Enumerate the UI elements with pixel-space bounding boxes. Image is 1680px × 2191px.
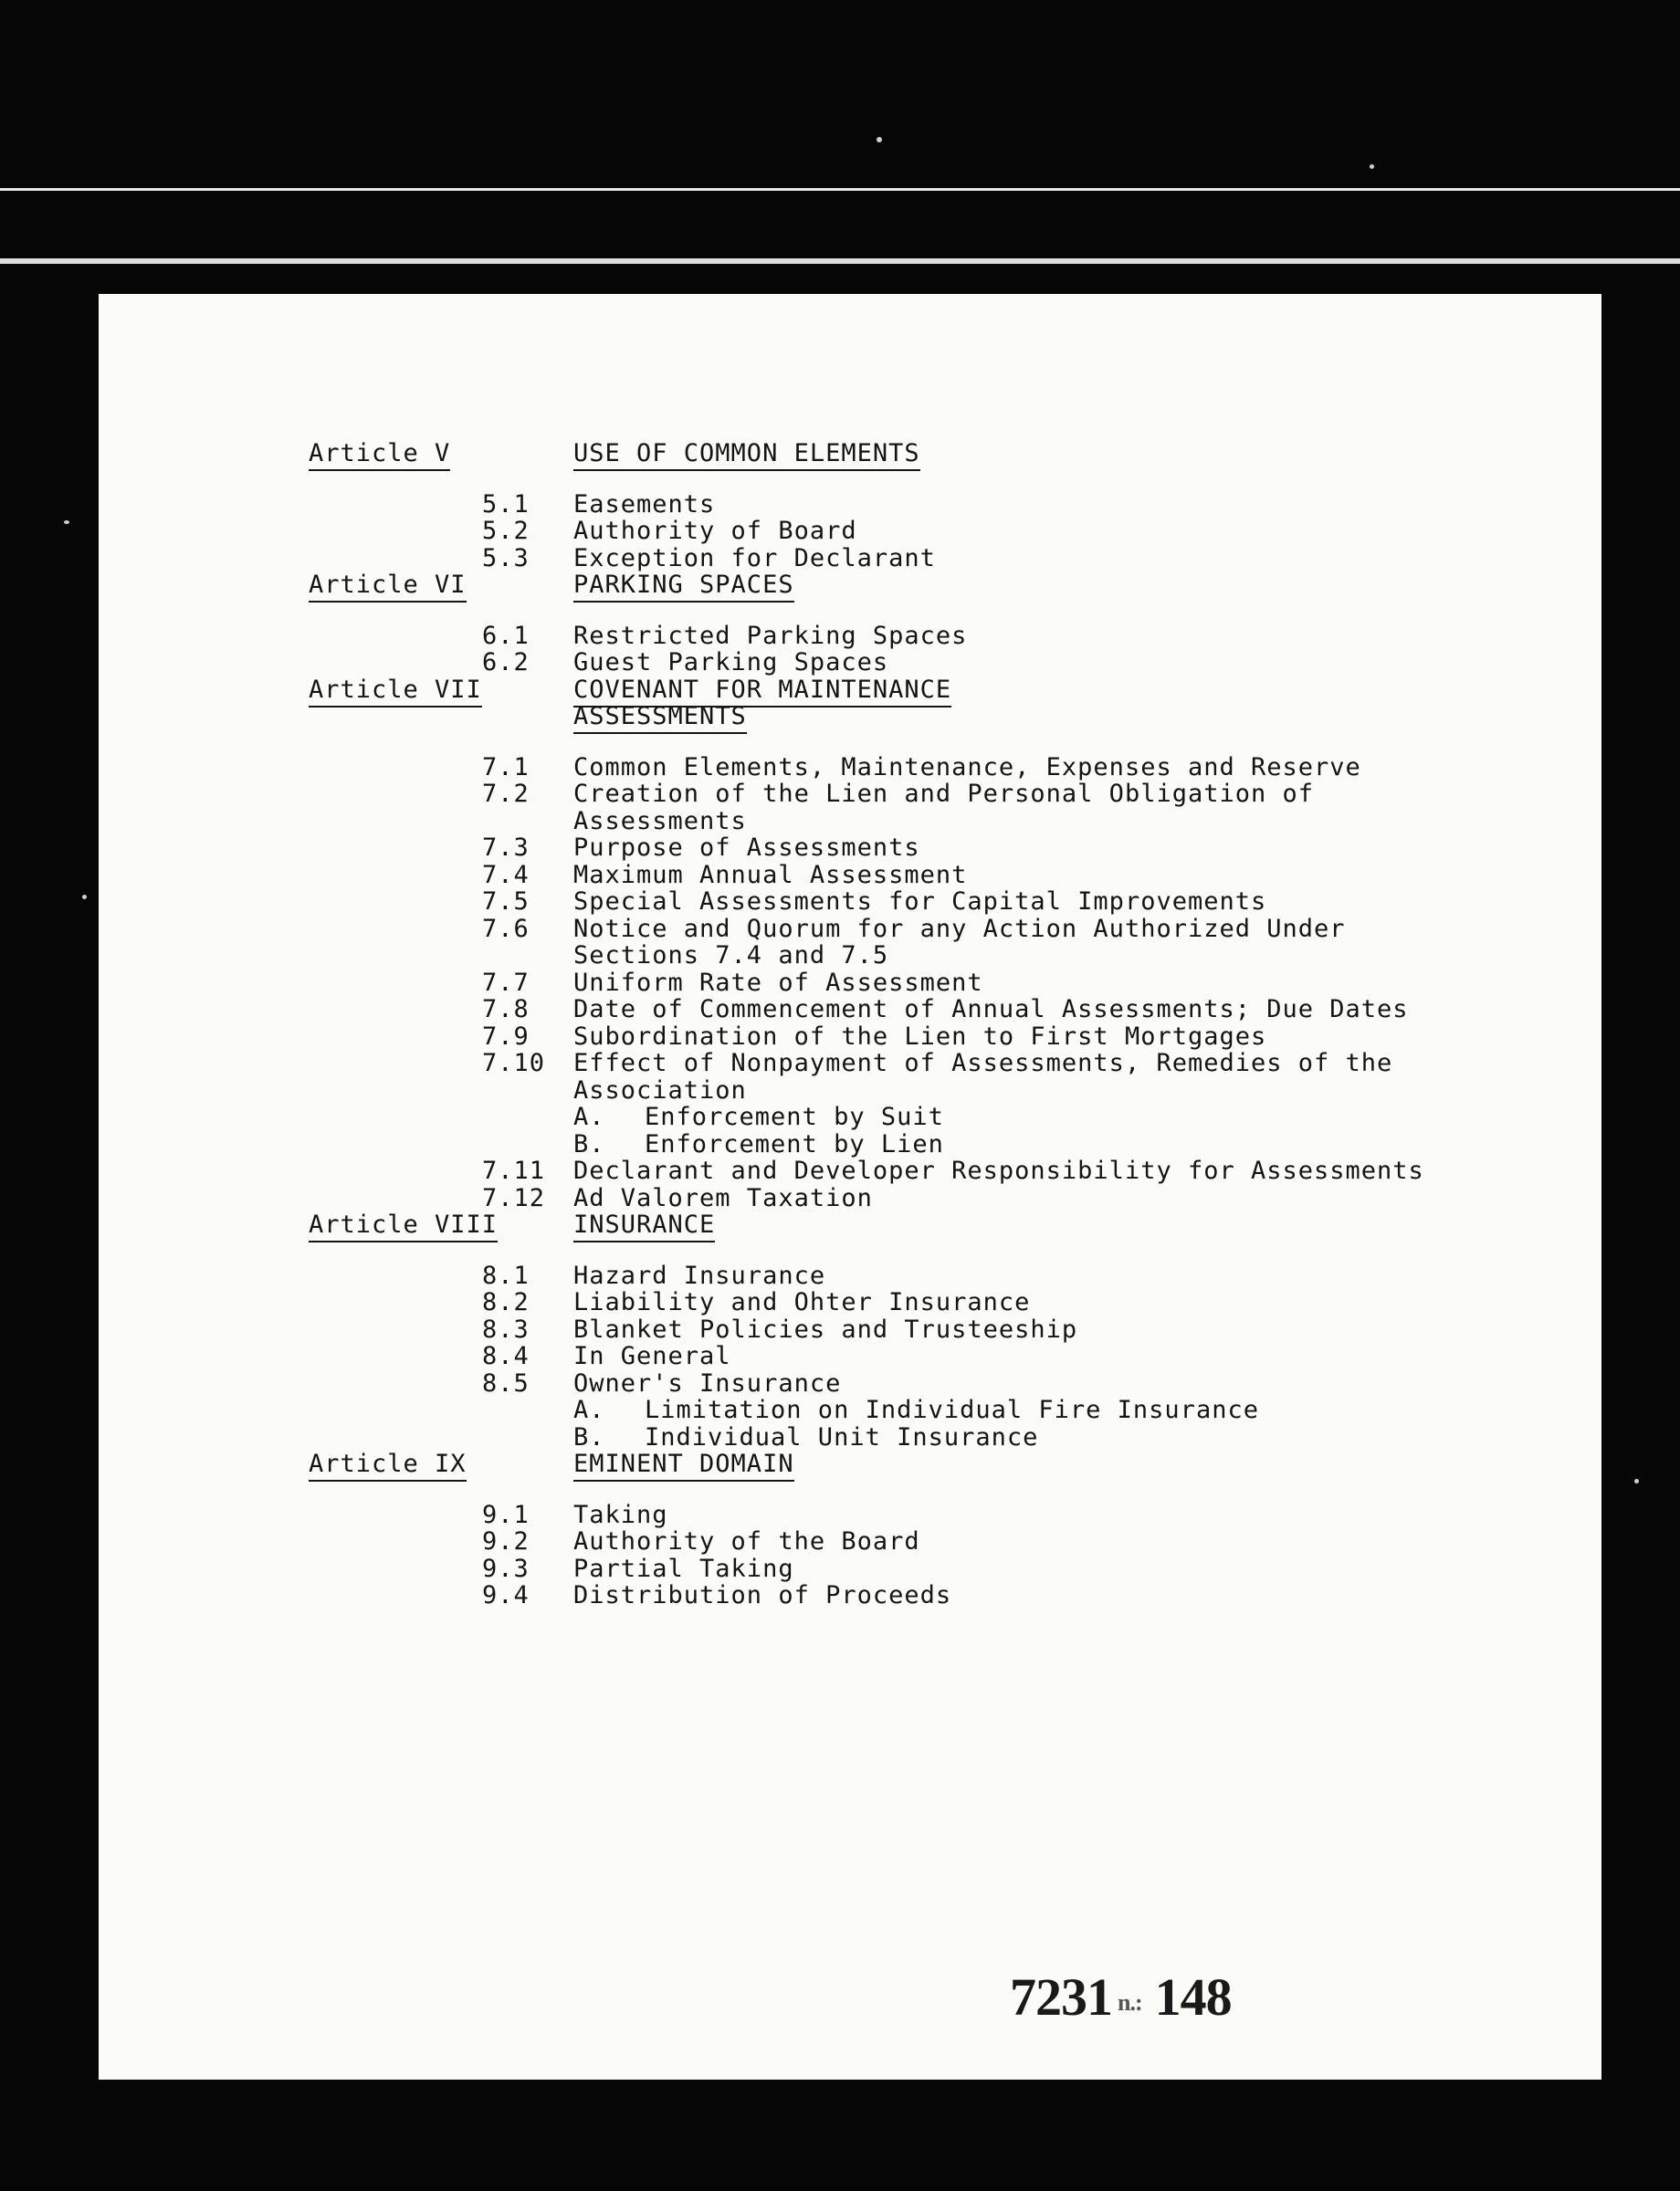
section-title: Special Assessments for Capital Improvements: [573, 887, 1267, 916]
subsection-letter: B.: [573, 1422, 605, 1452]
section-number: 8.1: [482, 1261, 530, 1290]
section-entry: [309, 970, 1532, 997]
article-block: [309, 1451, 1532, 1609]
section-number: 8.2: [482, 1288, 530, 1316]
subsection-entry: [309, 1424, 1532, 1452]
scan-speck: [82, 895, 87, 899]
section-title: Owner's Insurance: [573, 1368, 842, 1398]
article-title: [573, 676, 1030, 730]
section-title: Creation of the Lien and Personal Obligation of Assessments: [573, 780, 1315, 835]
section-title: Subordination of the Lien to First Mortgages: [573, 1022, 1267, 1051]
section-number: 8.4: [482, 1342, 530, 1370]
section-title: Notice and Quorum for any Action Authorized Under Sections 7.4 and 7.5: [573, 914, 1346, 970]
section-number: 7.10: [482, 1049, 546, 1077]
section-title: In General: [573, 1342, 731, 1370]
section-number: 9.2: [482, 1527, 530, 1556]
subsection-entry: [309, 1131, 1532, 1158]
scan-streak: [0, 188, 1680, 191]
subsection-entry: [309, 1397, 1532, 1424]
section-number: 5.3: [482, 543, 530, 572]
section-entry: [309, 834, 1532, 862]
section-entry: [309, 1316, 1532, 1344]
article-title-text: COVENANT FOR MAINTENANCE ASSESSMENTS: [573, 676, 951, 735]
section-number: 7.5: [482, 887, 530, 916]
stamp-number: 7231: [1010, 1967, 1112, 2027]
section-number: 7.11: [482, 1157, 546, 1185]
section-number: 5.2: [482, 517, 530, 545]
section-entry: [309, 1050, 1532, 1104]
section-entry: [309, 545, 1532, 572]
article-heading: [309, 1451, 1532, 1478]
article-block: [309, 571, 1532, 676]
section-title: Taking: [573, 1500, 668, 1529]
subsection-title: Enforcement by Lien: [645, 1129, 944, 1158]
article-heading: [309, 676, 1532, 730]
article-label: [309, 571, 573, 599]
article-block: [309, 676, 1532, 1212]
section-title: Uniform Rate of Assessment: [573, 968, 983, 997]
section-entry: [309, 1023, 1532, 1051]
article-label-text: Article VI: [309, 571, 467, 603]
article-label: [309, 676, 573, 704]
article-heading: [309, 1211, 1532, 1239]
article-title-text: INSURANCE: [573, 1211, 715, 1242]
section-entry: [309, 916, 1532, 970]
section-number: 7.7: [482, 968, 530, 997]
article-title: [573, 440, 1030, 467]
scan-speck: [877, 137, 882, 142]
section-entry: [309, 491, 1532, 519]
section-entry: [309, 1370, 1532, 1398]
section-entry: [309, 1343, 1532, 1370]
section-title: Liability and Ohter Insurance: [573, 1288, 1031, 1316]
section-entry: [309, 1502, 1532, 1529]
page-stamp: [1010, 1966, 1232, 2028]
article-label: [309, 1211, 573, 1239]
scan-streak: [0, 258, 1680, 264]
section-title: Hazard Insurance: [573, 1261, 826, 1290]
section-list: [309, 491, 1532, 572]
subsection-letter: A.: [573, 1396, 605, 1424]
scan-speck: [1370, 164, 1374, 169]
article-title-text: USE OF COMMON ELEMENTS: [573, 439, 920, 471]
article-title: [573, 1211, 1030, 1239]
subsection-title: Limitation on Individual Fire Insurance: [645, 1396, 1259, 1424]
section-number: 9.1: [482, 1500, 530, 1529]
subsection-title: Enforcement by Suit: [645, 1103, 944, 1131]
section-list: [309, 623, 1532, 676]
section-entry: [309, 1185, 1532, 1212]
scan-speck: [64, 520, 69, 524]
article-block: [309, 440, 1532, 571]
section-entry: [309, 518, 1532, 545]
section-entry: [309, 1528, 1532, 1556]
section-number: 9.4: [482, 1581, 530, 1609]
section-entry: [309, 1582, 1532, 1609]
section-title: Authority of Board: [573, 517, 857, 545]
subsection-entry: [309, 1104, 1532, 1131]
article-label-text: Article VIII: [309, 1211, 498, 1242]
article-title: [573, 1451, 1030, 1478]
section-number: 7.8: [482, 995, 530, 1023]
article-title-text: PARKING SPACES: [573, 571, 794, 603]
article-title: [573, 571, 1030, 599]
subsection-letter: B.: [573, 1129, 605, 1158]
section-number: 6.1: [482, 621, 530, 650]
section-title: Guest Parking Spaces: [573, 648, 889, 676]
section-title: Declarant and Developer Responsibility for Assessments: [573, 1157, 1424, 1185]
article-label-text: Article V: [309, 439, 450, 471]
scan-speck: [1634, 1479, 1639, 1483]
section-entry: [309, 649, 1532, 676]
section-title: Blanket Policies and Trusteeship: [573, 1315, 1078, 1344]
article-label: [309, 1451, 573, 1478]
article-label-text: Article IX: [309, 1450, 467, 1482]
section-number: 7.3: [482, 833, 530, 862]
document-sheet: [99, 294, 1601, 2080]
stamp-mark: n.:: [1118, 1988, 1142, 2016]
section-number: 8.3: [482, 1315, 530, 1344]
article-label-text: Article VII: [309, 676, 482, 708]
section-number: 7.1: [482, 752, 530, 781]
section-title: Common Elements, Maintenance, Expenses and Reserve: [573, 752, 1361, 781]
article-heading: [309, 440, 1532, 467]
section-number: 7.9: [482, 1022, 530, 1051]
section-number: 7.12: [482, 1183, 546, 1212]
article-heading: [309, 571, 1532, 599]
section-entry: [309, 781, 1532, 834]
section-title: Exception for Declarant: [573, 543, 936, 572]
section-title: Authority of the Board: [573, 1527, 920, 1556]
section-list: [309, 1263, 1532, 1452]
table-of-contents: [309, 440, 1532, 1609]
subsection-title: Individual Unit Insurance: [645, 1422, 1039, 1452]
section-list: [309, 1502, 1532, 1609]
section-entry: [309, 996, 1532, 1023]
section-entry: [309, 1263, 1532, 1290]
section-title: Effect of Nonpayment of Assessments, Remedies of the Association: [573, 1049, 1393, 1105]
section-title: Maximum Annual Assessment: [573, 860, 968, 889]
section-number: 5.1: [482, 489, 530, 519]
section-title: Easements: [573, 489, 716, 519]
section-title: Partial Taking: [573, 1554, 794, 1583]
article-title-text: EMINENT DOMAIN: [573, 1450, 794, 1482]
section-number: 6.2: [482, 648, 530, 676]
section-title: Purpose of Assessments: [573, 833, 920, 862]
section-entry: [309, 1556, 1532, 1583]
section-entry: [309, 888, 1532, 916]
section-number: 8.5: [482, 1368, 530, 1398]
stamp-page: 148: [1154, 1967, 1232, 2027]
section-number: 7.2: [482, 780, 530, 808]
section-title: Date of Commencement of Annual Assessments; Due Dates: [573, 995, 1409, 1023]
section-entry: [309, 862, 1532, 889]
article-block: [309, 1211, 1532, 1451]
subsection-letter: A.: [573, 1103, 605, 1131]
section-entry: [309, 623, 1532, 650]
article-label: [309, 440, 573, 467]
section-entry: [309, 1289, 1532, 1316]
section-number: 7.4: [482, 860, 530, 889]
section-title: Restricted Parking Spaces: [573, 621, 968, 650]
section-number: 7.6: [482, 914, 530, 943]
section-title: Ad Valorem Taxation: [573, 1183, 873, 1212]
section-list: [309, 754, 1532, 1212]
section-entry: [309, 754, 1532, 781]
section-number: 9.3: [482, 1554, 530, 1583]
section-entry: [309, 1158, 1532, 1185]
section-title: Distribution of Proceeds: [573, 1581, 952, 1609]
